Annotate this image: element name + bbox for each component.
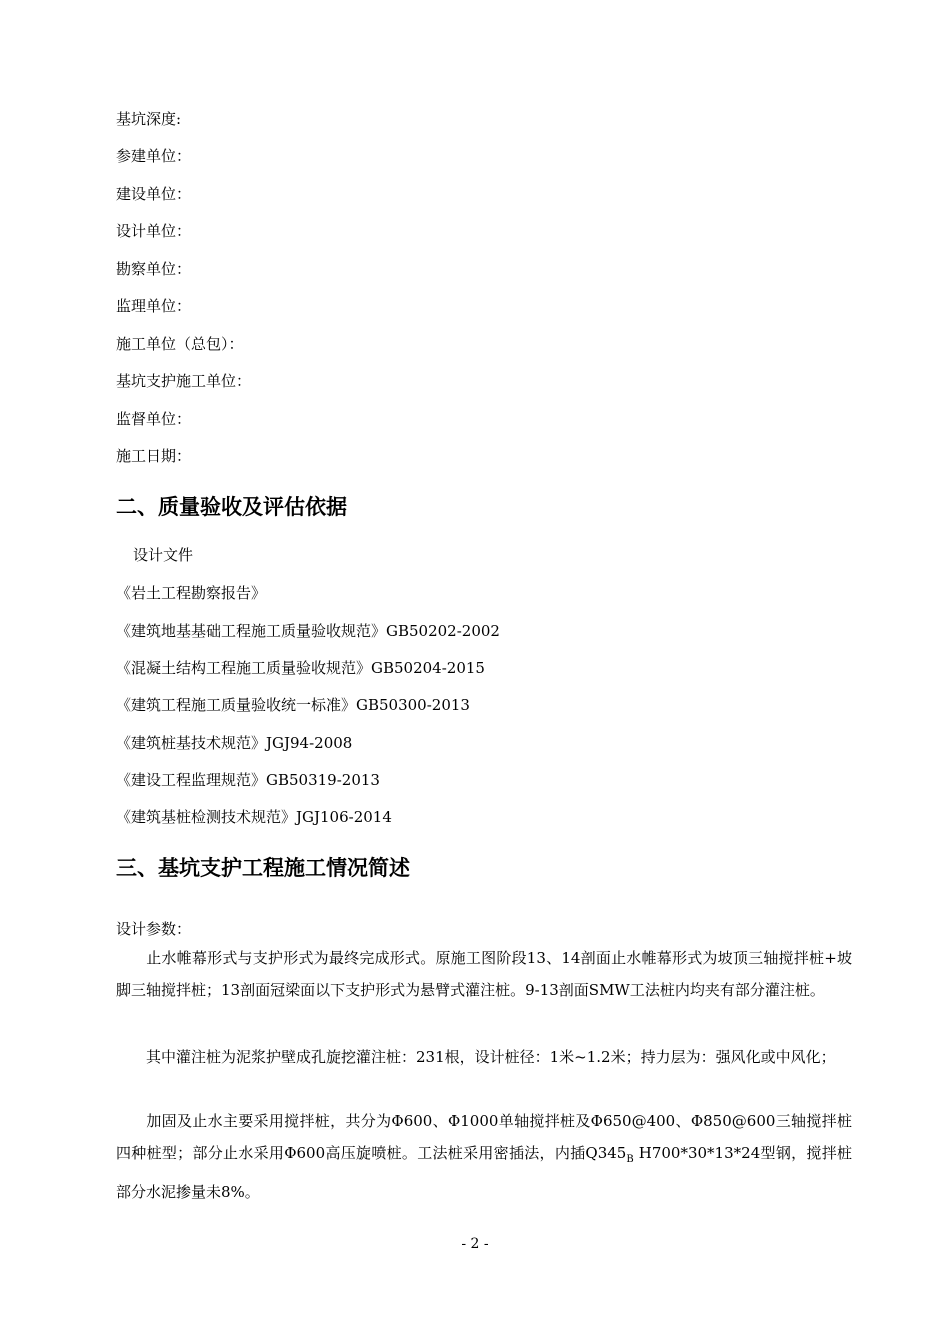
- paragraph-text: 加固及止水主要采用搅拌桩，共分为Φ600、Φ1000单轴搅拌桩及Φ650@400、Φ850@600三轴搅拌桩四种桩型；部分止水采用Φ600高压旋喷桩。工法桩采用密插法，内插Q345: [116, 1112, 852, 1162]
- info-line-owner: 建设单位：: [116, 185, 192, 203]
- paragraph-bored-piles: [116, 1041, 852, 1073]
- reference-item: 《岩土工程勘察报告》: [116, 584, 267, 602]
- paragraph-text: H700*30*13*24型钢，搅拌桩部分水泥掺量未8%。: [116, 1144, 852, 1201]
- reference-item: 《建筑工程施工质量验收统一标准》GB50300-2013: [116, 696, 470, 714]
- info-line-participants: 参建单位：: [116, 147, 192, 165]
- steel-grade-subscript: B: [626, 1154, 634, 1165]
- section3-heading: 三、基坑支护工程施工情况简述: [116, 856, 410, 880]
- paragraph-text: 止水帷幕形式与支护形式为最终完成形式。原施工图阶段13、14剖面止水帷幕形式为坡顶三轴搅拌桩+坡脚三轴搅拌桩；13剖面冠梁面以下支护形式为悬臂式灌注桩。9-13剖面SMW工法桩内均夹有部分灌注桩。: [116, 949, 852, 999]
- paragraph-waterproof-curtain: [116, 942, 852, 1006]
- page-number: - 2 -: [461, 1236, 489, 1252]
- section2-intro: 设计文件: [133, 546, 194, 564]
- info-line-support-contractor: 基坑支护施工单位：: [116, 372, 252, 390]
- info-line-depth: 基坑深度:: [116, 110, 182, 128]
- paragraph-mixing-piles: [116, 1105, 852, 1208]
- info-line-designer: 设计单位：: [116, 222, 192, 240]
- reference-item: 《建筑桩基技术规范》JGJ94-2008: [116, 734, 353, 752]
- reference-item: 《建设工程监理规范》GB50319-2013: [116, 771, 380, 789]
- paragraph-text: 其中灌注桩为泥浆护壁成孔旋挖灌注桩：231根，设计桩径：1米~1.2米；持力层为：强风化或中风化；: [146, 1048, 836, 1066]
- info-line-inspection-unit: 监督单位：: [116, 410, 192, 428]
- reference-item: 《建筑地基基础工程施工质量验收规范》GB50202-2002: [116, 622, 500, 640]
- info-line-construction-date: 施工日期：: [116, 447, 192, 465]
- info-line-surveyor: 勘察单位：: [116, 260, 192, 278]
- section2-heading: 二、质量验收及评估依据: [116, 495, 347, 519]
- reference-item: 《建筑基桩检测技术规范》JGJ106-2014: [116, 808, 392, 826]
- design-params-label: 设计参数：: [116, 920, 192, 938]
- reference-item: 《混凝土结构工程施工质量验收规范》GB50204-2015: [116, 659, 485, 677]
- info-line-general-contractor: 施工单位（总包）：: [116, 335, 244, 353]
- info-line-supervisor: 监理单位：: [116, 297, 192, 315]
